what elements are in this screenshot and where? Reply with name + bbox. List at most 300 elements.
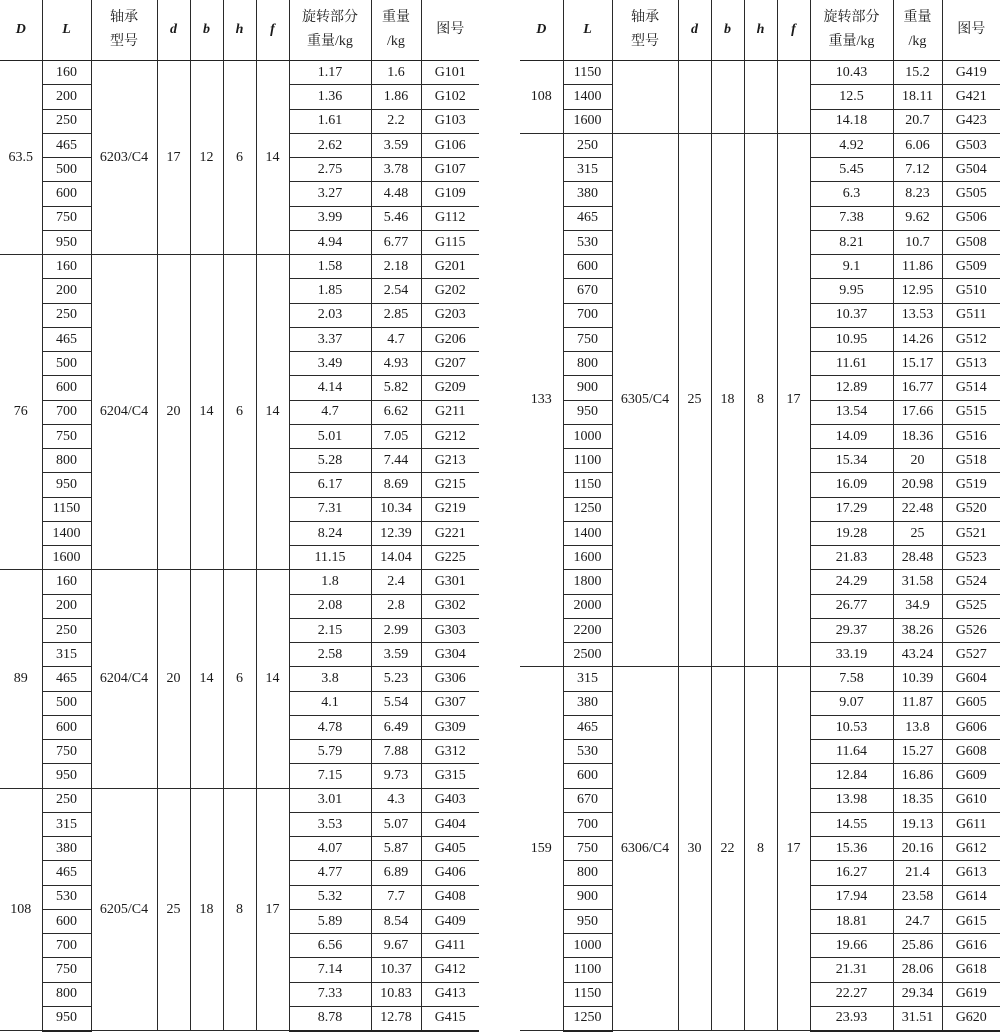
cell-D: 133 [520, 133, 563, 667]
cell-rotating-weight: 3.53 [289, 812, 371, 836]
cell-weight: 24.7 [893, 909, 942, 933]
cell-weight: 1.86 [371, 85, 421, 109]
cell-drawing-no: G408 [421, 885, 479, 909]
cell-rotating-weight: 5.32 [289, 885, 371, 909]
cell-L: 750 [563, 837, 612, 861]
cell-weight: 29.34 [893, 982, 942, 1006]
cell-drawing-no: G526 [942, 618, 1000, 642]
cell-L: 1250 [563, 497, 612, 521]
cell-L: 600 [42, 376, 91, 400]
cell-d [678, 61, 711, 134]
cell-rotating-weight: 7.14 [289, 958, 371, 982]
cell-rotating-weight: 2.62 [289, 133, 371, 157]
cell-L: 200 [42, 85, 91, 109]
cell-d: 25 [678, 133, 711, 667]
cell-rotating-weight: 12.84 [810, 764, 893, 788]
cell-drawing-no: G511 [942, 303, 1000, 327]
cell-rotating-weight: 5.01 [289, 424, 371, 448]
cell-rotating-weight: 14.09 [810, 424, 893, 448]
cell-weight: 1.6 [371, 61, 421, 85]
cell-rotating-weight: 8.78 [289, 1006, 371, 1030]
cell-rotating-weight: 15.36 [810, 837, 893, 861]
cell-weight: 28.06 [893, 958, 942, 982]
cell-weight: 6.06 [893, 133, 942, 157]
cell-L: 380 [563, 182, 612, 206]
cell-weight: 8.23 [893, 182, 942, 206]
cell-drawing-no: G411 [421, 934, 479, 958]
cell-drawing-no: G112 [421, 206, 479, 230]
cell-h: 8 [744, 667, 777, 1031]
cell-L: 2200 [563, 618, 612, 642]
cell-L: 250 [42, 618, 91, 642]
cell-rotating-weight: 26.77 [810, 594, 893, 618]
cell-rotating-weight: 3.49 [289, 352, 371, 376]
cell-rotating-weight: 14.18 [810, 109, 893, 133]
cell-L: 530 [42, 885, 91, 909]
header-rotating-weight [289, 0, 371, 61]
cell-drawing-no: G505 [942, 182, 1000, 206]
cell-bearing-model: 6205/C4 [91, 788, 157, 1031]
cell-weight: 13.53 [893, 303, 942, 327]
cell-L: 315 [563, 667, 612, 691]
cell-L: 600 [563, 764, 612, 788]
cell-L: 1250 [563, 1006, 612, 1030]
cell-rotating-weight: 8.21 [810, 230, 893, 254]
cell-L: 2500 [563, 643, 612, 667]
cell-weight: 18.36 [893, 424, 942, 448]
cell-L: 465 [563, 715, 612, 739]
table-header [520, 0, 1000, 61]
cell-drawing-no: G513 [942, 352, 1000, 376]
cell-drawing-no: G221 [421, 521, 479, 545]
header-bearing-line1: 轴承 [631, 9, 659, 25]
cell-rotating-weight: 5.45 [810, 158, 893, 182]
cell-bearing-model: 6204/C4 [91, 255, 157, 570]
cell-weight: 38.26 [893, 618, 942, 642]
header-D: D [520, 0, 563, 61]
cell-drawing-no: G109 [421, 182, 479, 206]
cell-rotating-weight: 6.3 [810, 182, 893, 206]
cell-D: 159 [520, 667, 563, 1031]
cell-L: 950 [563, 400, 612, 424]
cell-rotating-weight: 29.37 [810, 618, 893, 642]
cell-rotating-weight: 5.79 [289, 740, 371, 764]
cell-L: 670 [563, 279, 612, 303]
cell-drawing-no: G503 [942, 133, 1000, 157]
cell-rotating-weight: 8.24 [289, 521, 371, 545]
cell-drawing-no: G212 [421, 424, 479, 448]
cell-weight: 15.27 [893, 740, 942, 764]
header-wt-line1: 重量 [903, 9, 932, 25]
cell-weight: 16.86 [893, 764, 942, 788]
cell-weight: 28.48 [893, 546, 942, 570]
header-wt-line2: /kg [387, 34, 405, 49]
cell-drawing-no: G613 [942, 861, 1000, 885]
cell-weight: 23.58 [893, 885, 942, 909]
cell-rotating-weight: 9.07 [810, 691, 893, 715]
cell-drawing-no: G115 [421, 230, 479, 254]
cell-rotating-weight: 1.17 [289, 61, 371, 85]
cell-weight: 8.54 [371, 909, 421, 933]
cell-weight: 7.88 [371, 740, 421, 764]
cell-f: 14 [256, 255, 289, 570]
cell-weight: 19.13 [893, 812, 942, 836]
cell-L: 2000 [563, 594, 612, 618]
cell-L: 1400 [42, 521, 91, 545]
cell-rotating-weight: 23.93 [810, 1006, 893, 1030]
cell-f: 17 [777, 133, 810, 667]
header-drawing-no: 图号 [421, 0, 479, 61]
cell-D: 63.5 [0, 61, 42, 255]
cell-weight: 22.48 [893, 497, 942, 521]
cell-drawing-no: G516 [942, 424, 1000, 448]
cell-L: 465 [42, 667, 91, 691]
cell-rotating-weight: 21.31 [810, 958, 893, 982]
cell-drawing-no: G421 [942, 85, 1000, 109]
cell-rotating-weight: 33.19 [810, 643, 893, 667]
table-row [520, 667, 1000, 691]
cell-h: 6 [223, 570, 256, 788]
cell-D: 108 [0, 788, 42, 1031]
cell-L: 900 [563, 885, 612, 909]
cell-L: 900 [563, 376, 612, 400]
header-weight [371, 0, 421, 61]
cell-weight: 5.54 [371, 691, 421, 715]
cell-weight: 3.59 [371, 643, 421, 667]
cell-L: 800 [563, 352, 612, 376]
cell-rotating-weight: 2.15 [289, 618, 371, 642]
header-h: h [744, 0, 777, 61]
cell-f [777, 61, 810, 134]
cell-drawing-no: G306 [421, 667, 479, 691]
cell-drawing-no: G413 [421, 982, 479, 1006]
cell-L: 500 [42, 691, 91, 715]
table-row [0, 61, 479, 85]
cell-b: 18 [190, 788, 223, 1031]
cell-weight: 12.95 [893, 279, 942, 303]
cell-L: 465 [42, 327, 91, 351]
header-bearing-line1: 轴承 [110, 9, 138, 25]
cell-rotating-weight: 3.27 [289, 182, 371, 206]
cell-drawing-no: G619 [942, 982, 1000, 1006]
cell-weight: 14.04 [371, 546, 421, 570]
cell-L: 315 [42, 643, 91, 667]
cell-weight: 16.77 [893, 376, 942, 400]
cell-b [711, 61, 744, 134]
header-bearing-line2: 型号 [631, 34, 659, 49]
cell-L: 750 [42, 958, 91, 982]
cell-weight: 4.48 [371, 182, 421, 206]
cell-b: 14 [190, 570, 223, 788]
cell-d: 25 [157, 788, 190, 1031]
cell-drawing-no: G615 [942, 909, 1000, 933]
cell-L: 750 [42, 740, 91, 764]
cell-weight: 5.82 [371, 376, 421, 400]
header-f: f [256, 0, 289, 61]
cell-rotating-weight: 13.98 [810, 788, 893, 812]
cell-weight: 20.16 [893, 837, 942, 861]
cell-weight: 18.35 [893, 788, 942, 812]
cell-rotating-weight: 1.58 [289, 255, 371, 279]
cell-b: 12 [190, 61, 223, 255]
cell-rotating-weight: 17.29 [810, 497, 893, 521]
cell-drawing-no: G315 [421, 764, 479, 788]
cell-L: 250 [42, 788, 91, 812]
cell-weight: 14.26 [893, 327, 942, 351]
cell-drawing-no: G519 [942, 473, 1000, 497]
cell-rotating-weight: 7.15 [289, 764, 371, 788]
cell-rotating-weight: 2.08 [289, 594, 371, 618]
cell-rotating-weight: 4.94 [289, 230, 371, 254]
cell-d: 17 [157, 61, 190, 255]
cell-weight: 5.46 [371, 206, 421, 230]
cell-drawing-no: G209 [421, 376, 479, 400]
cell-L: 200 [42, 594, 91, 618]
cell-weight: 15.2 [893, 61, 942, 85]
cell-weight: 6.89 [371, 861, 421, 885]
cell-weight: 8.69 [371, 473, 421, 497]
cell-drawing-no: G611 [942, 812, 1000, 836]
header-bearing-model [91, 0, 157, 61]
cell-drawing-no: G616 [942, 934, 1000, 958]
cell-h: 8 [223, 788, 256, 1031]
cell-weight: 9.67 [371, 934, 421, 958]
cell-L: 700 [563, 303, 612, 327]
cell-rotating-weight: 13.54 [810, 400, 893, 424]
cell-weight: 2.99 [371, 618, 421, 642]
cell-rotating-weight: 9.95 [810, 279, 893, 303]
cell-weight: 2.8 [371, 594, 421, 618]
header-weight [893, 0, 942, 61]
cell-drawing-no: G610 [942, 788, 1000, 812]
header-rot-line1: 旋转部分 [302, 9, 358, 25]
cell-rotating-weight: 4.77 [289, 861, 371, 885]
cell-weight: 9.62 [893, 206, 942, 230]
cell-weight: 11.86 [893, 255, 942, 279]
header-bearing-line2: 型号 [110, 34, 138, 49]
cell-weight: 7.7 [371, 885, 421, 909]
cell-L: 250 [563, 133, 612, 157]
cell-drawing-no: G614 [942, 885, 1000, 909]
cell-drawing-no: G412 [421, 958, 479, 982]
table-row [0, 788, 479, 812]
cell-rotating-weight: 12.89 [810, 376, 893, 400]
cell-rotating-weight: 19.28 [810, 521, 893, 545]
cell-h: 6 [223, 61, 256, 255]
cell-weight: 31.51 [893, 1006, 942, 1030]
cell-b: 14 [190, 255, 223, 570]
cell-drawing-no: G415 [421, 1006, 479, 1030]
cell-L: 700 [42, 400, 91, 424]
cell-rotating-weight: 2.58 [289, 643, 371, 667]
cell-weight: 10.7 [893, 230, 942, 254]
cell-drawing-no: G504 [942, 158, 1000, 182]
cell-D: 89 [0, 570, 42, 788]
cell-drawing-no: G604 [942, 667, 1000, 691]
cell-rotating-weight: 4.92 [810, 133, 893, 157]
cell-weight: 6.49 [371, 715, 421, 739]
cell-weight: 10.83 [371, 982, 421, 1006]
cell-rotating-weight: 2.75 [289, 158, 371, 182]
cell-rotating-weight: 4.07 [289, 837, 371, 861]
cell-drawing-no: G219 [421, 497, 479, 521]
cell-b: 18 [711, 133, 744, 667]
cell-L: 1100 [563, 958, 612, 982]
cell-weight: 4.3 [371, 788, 421, 812]
cell-L: 1150 [563, 61, 612, 85]
cell-L: 700 [563, 812, 612, 836]
cell-drawing-no: G213 [421, 449, 479, 473]
cell-rotating-weight: 10.95 [810, 327, 893, 351]
cell-rotating-weight: 2.03 [289, 303, 371, 327]
cell-rotating-weight: 9.1 [810, 255, 893, 279]
cell-drawing-no: G514 [942, 376, 1000, 400]
cell-drawing-no: G302 [421, 594, 479, 618]
cell-rotating-weight: 7.33 [289, 982, 371, 1006]
header-rot-line1: 旋转部分 [823, 9, 880, 25]
cell-rotating-weight: 24.29 [810, 570, 893, 594]
cell-weight: 5.23 [371, 667, 421, 691]
cell-L: 800 [563, 861, 612, 885]
cell-weight: 6.77 [371, 230, 421, 254]
cell-L: 500 [42, 352, 91, 376]
header-wt-line1: 重量 [382, 9, 410, 25]
cell-L: 530 [563, 230, 612, 254]
cell-weight: 2.85 [371, 303, 421, 327]
cell-L: 800 [42, 982, 91, 1006]
cell-drawing-no: G520 [942, 497, 1000, 521]
cell-weight: 20.7 [893, 109, 942, 133]
cell-d: 20 [157, 255, 190, 570]
cell-weight: 10.34 [371, 497, 421, 521]
cell-L: 160 [42, 570, 91, 594]
cell-drawing-no: G225 [421, 546, 479, 570]
header-D: D [0, 0, 42, 61]
cell-rotating-weight: 6.56 [289, 934, 371, 958]
cell-weight: 9.73 [371, 764, 421, 788]
cell-weight: 2.2 [371, 109, 421, 133]
cell-rotating-weight: 21.83 [810, 546, 893, 570]
cell-drawing-no: G506 [942, 206, 1000, 230]
table-row [0, 570, 479, 594]
cell-rotating-weight: 7.38 [810, 206, 893, 230]
cell-weight: 17.66 [893, 400, 942, 424]
cell-bearing-model: 6203/C4 [91, 61, 157, 255]
cell-L: 1100 [563, 449, 612, 473]
cell-h: 8 [744, 133, 777, 667]
cell-L: 750 [42, 206, 91, 230]
cell-drawing-no: G303 [421, 618, 479, 642]
cell-drawing-no: G419 [942, 61, 1000, 85]
cell-drawing-no: G207 [421, 352, 479, 376]
cell-drawing-no: G510 [942, 279, 1000, 303]
cell-weight: 12.78 [371, 1006, 421, 1030]
cell-drawing-no: G518 [942, 449, 1000, 473]
cell-rotating-weight: 12.5 [810, 85, 893, 109]
cell-weight: 13.8 [893, 715, 942, 739]
table-header [0, 0, 479, 61]
cell-drawing-no: G512 [942, 327, 1000, 351]
cell-drawing-no: G403 [421, 788, 479, 812]
cell-drawing-no: G521 [942, 521, 1000, 545]
header-wt-line2: /kg [908, 34, 927, 49]
cell-L: 750 [42, 424, 91, 448]
header-drawing-no: 图号 [942, 0, 1000, 61]
cell-weight: 43.24 [893, 643, 942, 667]
cell-L: 1800 [563, 570, 612, 594]
cell-rotating-weight: 16.27 [810, 861, 893, 885]
cell-L: 380 [42, 837, 91, 861]
cell-drawing-no: G525 [942, 594, 1000, 618]
cell-drawing-no: G523 [942, 546, 1000, 570]
cell-rotating-weight: 4.1 [289, 691, 371, 715]
cell-D: 108 [520, 61, 563, 134]
cell-weight: 4.7 [371, 327, 421, 351]
cell-weight: 31.58 [893, 570, 942, 594]
cell-weight: 21.4 [893, 861, 942, 885]
header-rot-line2: 重量/kg [307, 34, 353, 49]
cell-L: 700 [42, 934, 91, 958]
cell-drawing-no: G106 [421, 133, 479, 157]
cell-L: 315 [42, 812, 91, 836]
cell-drawing-no: G307 [421, 691, 479, 715]
cell-L: 1400 [563, 521, 612, 545]
cell-L: 250 [42, 109, 91, 133]
header-d: d [678, 0, 711, 61]
cell-L: 1150 [563, 473, 612, 497]
cell-h [744, 61, 777, 134]
cell-L: 1150 [42, 497, 91, 521]
cell-rotating-weight: 16.09 [810, 473, 893, 497]
cell-rotating-weight: 4.14 [289, 376, 371, 400]
cell-weight: 5.87 [371, 837, 421, 861]
cell-rotating-weight: 18.81 [810, 909, 893, 933]
cell-D: 76 [0, 255, 42, 570]
cell-L: 500 [42, 158, 91, 182]
cell-drawing-no: G103 [421, 109, 479, 133]
cell-rotating-weight: 10.37 [810, 303, 893, 327]
cell-L: 1400 [563, 85, 612, 109]
cell-rotating-weight: 3.01 [289, 788, 371, 812]
cell-drawing-no: G206 [421, 327, 479, 351]
header-d: d [157, 0, 190, 61]
cell-f: 14 [256, 61, 289, 255]
cell-drawing-no: G608 [942, 740, 1000, 764]
cell-bearing-model [612, 61, 678, 134]
cell-weight: 18.11 [893, 85, 942, 109]
cell-drawing-no: G524 [942, 570, 1000, 594]
cell-rotating-weight: 5.89 [289, 909, 371, 933]
cell-drawing-no: G409 [421, 909, 479, 933]
cell-drawing-no: G201 [421, 255, 479, 279]
cell-weight: 20 [893, 449, 942, 473]
cell-weight: 2.4 [371, 570, 421, 594]
roller-spec-table-right [520, 0, 1000, 1032]
cell-drawing-no: G609 [942, 764, 1000, 788]
cell-weight: 11.87 [893, 691, 942, 715]
cell-drawing-no: G215 [421, 473, 479, 497]
cell-drawing-no: G612 [942, 837, 1000, 861]
cell-rotating-weight: 4.7 [289, 400, 371, 424]
cell-bearing-model: 6306/C4 [612, 667, 678, 1031]
cell-rotating-weight: 3.8 [289, 667, 371, 691]
cell-weight: 25.86 [893, 934, 942, 958]
cell-L: 950 [42, 1006, 91, 1030]
table-row [0, 255, 479, 279]
table-row [520, 133, 1000, 157]
cell-rotating-weight: 4.78 [289, 715, 371, 739]
cell-rotating-weight: 3.37 [289, 327, 371, 351]
